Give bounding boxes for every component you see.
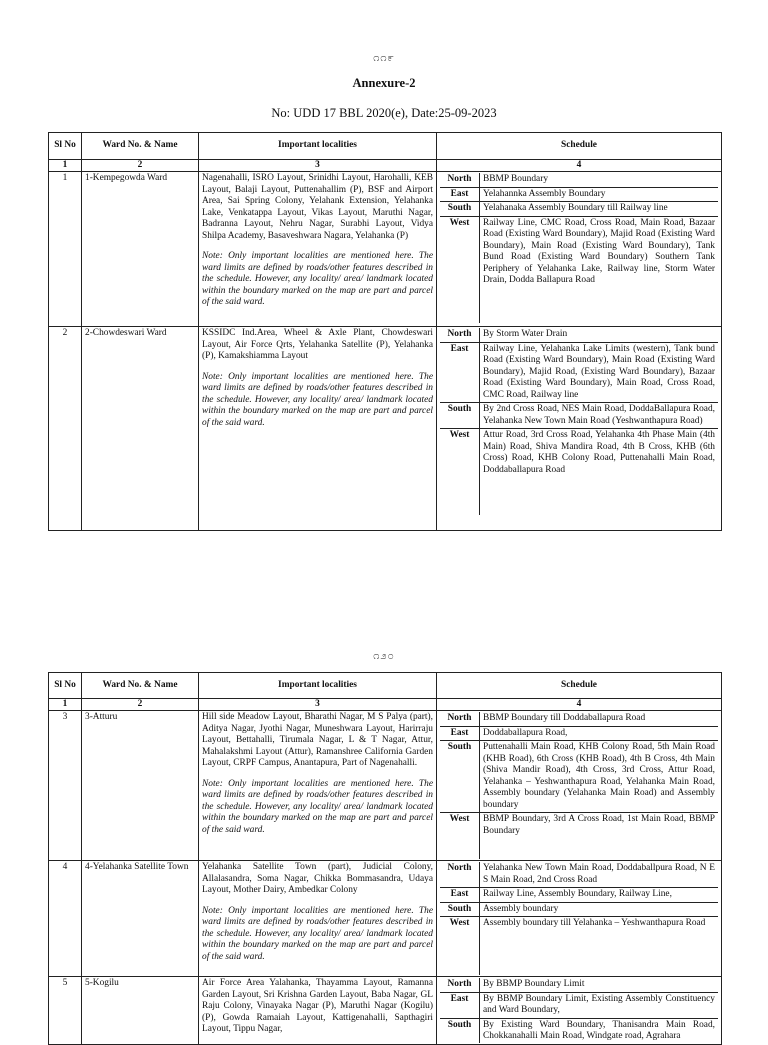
column-number-row bbox=[49, 699, 722, 711]
boundary-note: Note: Only important localities are mentioned here. The ward limits are defined by roads/other features described in the schedule. However, any locality/ area/ landmark located within the boundary marked on the map are part and parcel of the said ward. bbox=[202, 905, 433, 962]
table-row bbox=[49, 172, 722, 327]
direction-label: East bbox=[440, 888, 480, 902]
header-schedule: Schedule bbox=[437, 133, 722, 160]
schedule-row bbox=[440, 888, 718, 902]
direction-label: North bbox=[440, 173, 480, 187]
sl-no: 5 bbox=[49, 977, 82, 1045]
schedule-row bbox=[440, 187, 718, 201]
direction-label: West bbox=[440, 216, 480, 323]
localities-text: Hill side Meadow Layout, Bharathi Nagar, M S Palya (part), Aditya Nagar, Jyothi Nagar, Muneshwara Layout, Harirraju Layout, Bettahalli, Tirumala Nagar, L & T Nagar, Attur, Mahalakshmi Layout (Attur), Ramanshree California Garden Layout, CRPF Campus, Anantapura, Part of Nagenahalli. bbox=[202, 712, 433, 769]
column-number-row bbox=[49, 160, 722, 172]
boundary-description: By Storm Water Drain bbox=[480, 328, 719, 342]
boundary-note: Note: Only important localities are mentioned here. The ward limits are defined by roads/other features described in the schedule. However, any locality/ area/ landmark located within the boundary marked on the map are part and parcel of the said ward. bbox=[202, 778, 433, 835]
boundary-description: Yelahanaka Assembly Boundary till Railway line bbox=[480, 202, 719, 216]
boundary-note: Note: Only important localities are mentioned here. The ward limits are defined by roads/other features described in the schedule. However, any locality/ area/ landmark located within the boundary marked on the map are part and parcel of the said ward. bbox=[202, 251, 433, 308]
schedule-row bbox=[440, 726, 718, 740]
schedule-cell bbox=[437, 711, 722, 861]
page-number: ೧೧೯ bbox=[373, 52, 395, 64]
schedule-row bbox=[440, 328, 718, 342]
direction-label: South bbox=[440, 741, 480, 813]
direction-label: South bbox=[440, 902, 480, 916]
table-row bbox=[49, 861, 722, 977]
direction-label: East bbox=[440, 187, 480, 201]
ward-name: 5-Kogilu bbox=[82, 977, 199, 1045]
direction-label: North bbox=[440, 978, 480, 992]
ward-table bbox=[48, 672, 722, 1045]
schedule-row bbox=[440, 862, 718, 887]
schedule-row bbox=[440, 173, 718, 187]
schedule-table bbox=[440, 978, 718, 1043]
schedule-row bbox=[440, 741, 718, 813]
localities-cell bbox=[199, 977, 437, 1045]
header-ward-name: Ward No. & Name bbox=[82, 673, 199, 699]
column-number: 3 bbox=[199, 699, 437, 711]
direction-label: South bbox=[440, 403, 480, 429]
boundary-description: By BBMP Boundary Limit, Existing Assembly Constituency and Ward Boundary, bbox=[480, 992, 719, 1018]
boundary-description: Assembly boundary bbox=[480, 902, 719, 916]
boundary-description: Railway Line, CMC Road, Cross Road, Main Road, Bazaar Road (Existing Ward Boundary), Majid Road (Existing Ward Boundary), Main Road (Existing Ward Boundary), Tank Bund Road (Existing Ward Boundary) Southern Tank Periphery of Yelahanka Lake, Railway line, Storm Water Drain, Dodda Ballapura Road bbox=[483, 217, 715, 286]
boundary-description: Assembly boundary till Yelahanka – Yeshwanthapura Road bbox=[483, 918, 706, 929]
schedule-table bbox=[440, 173, 718, 322]
boundary-description: Doddaballapura Road, bbox=[480, 726, 719, 740]
localities-cell bbox=[199, 861, 437, 977]
localities-cell bbox=[199, 327, 437, 531]
boundary-description: BBMP Boundary, 3rd A Cross Road, 1st Main Road, BBMP Boundary bbox=[483, 814, 715, 836]
boundary-description: Yelahannka Assembly Boundary bbox=[480, 187, 719, 201]
ward-name: 4-Yelahanka Satellite Town bbox=[82, 861, 199, 977]
schedule-cell bbox=[437, 861, 722, 977]
direction-label: South bbox=[440, 1018, 480, 1043]
schedule-row bbox=[440, 342, 718, 402]
column-number: 1 bbox=[49, 160, 82, 172]
column-number: 4 bbox=[437, 699, 722, 711]
localities-text: KSSIDC Ind.Area, Wheel & Axle Plant, Chowdeswari Layout, Air Force Qrts, Yelahanka Satellite (P), Yelahanka (P), Kamakshiamma Layout bbox=[202, 328, 433, 362]
order-reference: No: UDD 17 BBL 2020(e), Date:25-09-2023 bbox=[271, 106, 497, 120]
sl-no: 3 bbox=[49, 711, 82, 861]
direction-label: North bbox=[440, 712, 480, 726]
schedule-cell bbox=[437, 327, 722, 531]
schedule-row bbox=[440, 403, 718, 429]
localities-cell bbox=[199, 172, 437, 327]
localities-text: Nagenahalli, ISRO Layout, Srinidhi Layout, Harohalli, KEB Layout, Balaji Layout, Puttenahallim (P), BSF and Airport Area, Sai Spring Colony, Yelahank Extension, Yelahanka Lake, Venkatappa Layout, Vikas Layout, Maruthi Nagar, Badranna Layout, Nehru Nagar, Surabhi Layout, Vidya Shilpa Academy, Basaveshwara Nagara, Yelahanka (P) bbox=[202, 173, 433, 241]
boundary-description: By 2nd Cross Road, NES Main Road, DoddaBallapura Road, Yelahanka New Town Main Road (Yeshwanthapura Road) bbox=[480, 403, 719, 429]
boundary-note: Note: Only important localities are mentioned here. The ward limits are defined by roads/other features described in the schedule. However, any locality/ area/ landmark located within the boundary marked on the map are part and parcel of the said ward. bbox=[202, 371, 433, 428]
sl-no: 1 bbox=[49, 172, 82, 327]
schedule-row bbox=[440, 202, 718, 216]
table-row bbox=[49, 327, 722, 531]
schedule-row bbox=[440, 1018, 718, 1043]
schedule-table bbox=[440, 328, 718, 515]
page-number: ೧೨೦ bbox=[373, 650, 395, 662]
direction-label: East bbox=[440, 726, 480, 740]
schedule-row bbox=[440, 902, 718, 916]
localities-text: Yelahanka Satellite Town (part), Judicial Colony, Allalasandra, Soma Nagar, Chikka Bommasandra, Udaya Layout, Mother Dairy, Ambedkar Colony bbox=[202, 862, 433, 896]
column-number: 4 bbox=[437, 160, 722, 172]
direction-label: East bbox=[440, 992, 480, 1018]
sl-no: 4 bbox=[49, 861, 82, 977]
ward-name: 3-Atturu bbox=[82, 711, 199, 861]
sl-no: 2 bbox=[49, 327, 82, 531]
localities-cell bbox=[199, 711, 437, 861]
header-ward-name: Ward No. & Name bbox=[82, 133, 199, 160]
column-number: 2 bbox=[82, 699, 199, 711]
column-number: 3 bbox=[199, 160, 437, 172]
table-header-row bbox=[49, 133, 722, 160]
header-sl-no: Sl No bbox=[49, 133, 82, 160]
annexure-title: Annexure-2 bbox=[352, 76, 416, 90]
table-row bbox=[49, 977, 722, 1045]
table-header-row bbox=[49, 673, 722, 699]
schedule-row bbox=[440, 978, 718, 992]
direction-label: North bbox=[440, 328, 480, 342]
header-localities: Important localities bbox=[199, 673, 437, 699]
schedule-table bbox=[440, 712, 718, 859]
schedule-cell bbox=[437, 172, 722, 327]
direction-label: West bbox=[440, 429, 480, 516]
header-sl-no: Sl No bbox=[49, 673, 82, 699]
header-localities: Important localities bbox=[199, 133, 437, 160]
localities-text: Air Force Area Yalahanka, Thayamma Layout, Ramanna Garden Layout, Sri Krishna Garden Layout, Baba Nagar, GL Raju Colony, Vinayaka Nagar (P), Maruthi Nagar (Kogilu) (P), Gowda Ramaiah Layout, Kattigenahalli, Sapthagiri Layout, Tippu Nagar, bbox=[202, 978, 433, 1034]
table-row bbox=[49, 711, 722, 861]
direction-label: West bbox=[440, 813, 480, 860]
direction-label: East bbox=[440, 342, 480, 402]
schedule-row bbox=[440, 813, 718, 860]
schedule-table bbox=[440, 862, 718, 975]
ward-name: 1-Kempegowda Ward bbox=[82, 172, 199, 327]
boundary-description: BBMP Boundary bbox=[480, 173, 719, 187]
boundary-description: Railway Line, Assembly Boundary, Railway Line, bbox=[480, 888, 719, 902]
ward-name: 2-Chowdeswari Ward bbox=[82, 327, 199, 531]
direction-label: South bbox=[440, 202, 480, 216]
boundary-description: Puttenahalli Main Road, KHB Colony Road, 5th Main Road (KHB Road), 6th Cross (KHB Road), 4th B Cross, 4th Main (Shiva Mandir Road), 4th Cross, 3rd Cross, Attur Road, Yelahanka – Yeshwanthapura Road, Yelahanka Main Road, Assembly boundary (Yelahanka Main Road) and Assembly boundary bbox=[480, 741, 719, 813]
column-number: 1 bbox=[49, 699, 82, 711]
boundary-description: Yelahanka New Town Main Road, Doddaballpura Road, N E S Main Road, 2nd Cross Road bbox=[480, 862, 719, 887]
header-schedule: Schedule bbox=[437, 673, 722, 699]
boundary-description: BBMP Boundary till Doddaballapura Road bbox=[480, 712, 719, 726]
ward-table bbox=[48, 132, 722, 531]
column-number: 2 bbox=[82, 160, 199, 172]
schedule-row bbox=[440, 216, 718, 323]
boundary-description: By Existing Ward Boundary, Thanisandra Main Road, Chokkanahalli Main Road, Windgate road, Agrahara bbox=[483, 1019, 715, 1041]
boundary-description: Attur Road, 3rd Cross Road, Yelahanka 4th Phase Main (4th Main) Road, Shiva Mandira Road, 4th B Cross, KHB (6th Cross) Road, KHB Colony Road, Puttenahalli Main Road, Doddaballapura Road bbox=[483, 430, 715, 475]
schedule-row bbox=[440, 992, 718, 1018]
boundary-description: By BBMP Boundary Limit bbox=[480, 978, 719, 992]
direction-label: North bbox=[440, 862, 480, 887]
schedule-row bbox=[440, 429, 718, 516]
direction-label: West bbox=[440, 917, 480, 976]
schedule-cell bbox=[437, 977, 722, 1045]
schedule-row bbox=[440, 917, 718, 976]
boundary-description: Railway Line, Yelahanka Lake Limits (western), Tank bund Road (Existing Ward Boundary), Main Road (Existing Ward Boundary), Majid Road, (Existing Ward Boundary), Bazaar Road (Existing Ward Boundary), Main Road, Cross Road, CMC Road, Railway line bbox=[480, 342, 719, 402]
schedule-row bbox=[440, 712, 718, 726]
